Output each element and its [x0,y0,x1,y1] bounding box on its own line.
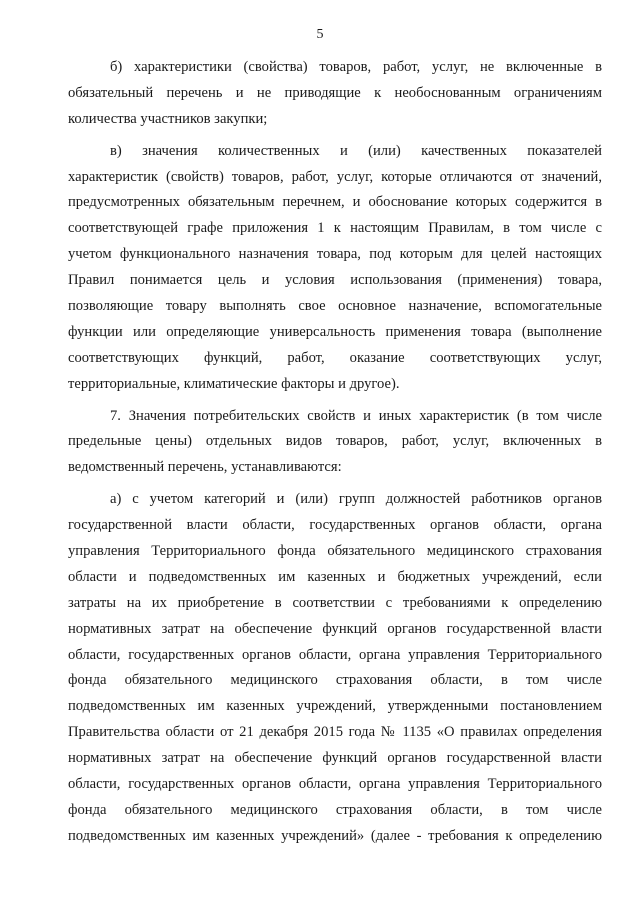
text-line: 7. Значения потребительских свойств и иных характеристик (в том числе [110,407,602,424]
text-line: учетом функционального назначения товара, под которым для целей настоящих [68,246,602,263]
text-line: управления Территориального фонда обязательного медицинского страхования [68,543,602,560]
text-line: фонда обязательного медицинского страхования области, в том числе [68,672,602,689]
text-line: фонда обязательного медицинского страхования области, в том числе [68,801,602,818]
text-line: области, государственных органов области, органа управления Территориального [68,646,602,663]
text-line: в) значения количественных и (или) качественных показателей [110,142,602,159]
document-body [68,55,602,850]
text-line: а) с учетом категорий и (или) групп должностей работников органов [110,491,602,508]
text-line: области и подведомственных им казенных и бюджетных учреждений, если [68,568,602,585]
paragraph-v [68,139,602,398]
text-line: подведомственных им казенных учреждений» (далее - требования к определению [68,827,602,844]
text-line: характеристик (свойств) товаров, работ, услуг, которые отличаются от значений, [68,168,602,185]
paragraph-a [68,487,602,849]
text-line: соответствующей графе приложения 1 к настоящим Правилам, в том числе с [68,220,602,237]
text-line: подведомственных им казенных учреждений, утвержденными постановлением [68,698,602,715]
paragraph-7 [68,404,602,482]
text-line: Правил понимается цель и условия использования (применения) товара, [68,272,602,289]
text-line: области, государственных органов области, органа управления Территориального [68,776,602,793]
text-line: функции или определяющие универсальность применения товара (выполнение [68,323,602,340]
text-line: затраты на их приобретение в соответствии с требованиями к определению [68,594,602,611]
text-line: нормативных затрат на обеспечение функций органов государственной власти [68,620,602,637]
paragraph-b [68,55,602,133]
text-line: количества участников закупки; [68,110,268,127]
text-line: ведомственный перечень, устанавливаются: [68,459,342,476]
text-line: б) характеристики (свойства) товаров, работ, услуг, не включенные в [110,59,602,75]
text-line: нормативных затрат на обеспечение функций органов государственной власти [68,750,602,767]
text-line: предельные цены) отдельных видов товаров, работ, услуг, включенных в [68,433,602,450]
text-line: позволяющие товару выполнять свое основное назначение, вспомогательные [68,298,602,315]
text-line: Правительства области от 21 декабря 2015 года № 1135 «О правилах определения [68,724,602,741]
text-line: территориальные, климатические факторы и другое). [68,375,400,392]
page-number: 5 [316,27,324,42]
text-line: предусмотренных обязательным перечнем, и обоснование которых содержится в [68,194,602,211]
text-line: государственной власти области, государственных органов области, органа [68,517,602,534]
text-line: соответствующих функций, работ, оказание соответствующих услуг, [68,349,602,366]
text-line: обязательный перечень и не приводящие к необоснованным ограничениям [68,84,602,101]
